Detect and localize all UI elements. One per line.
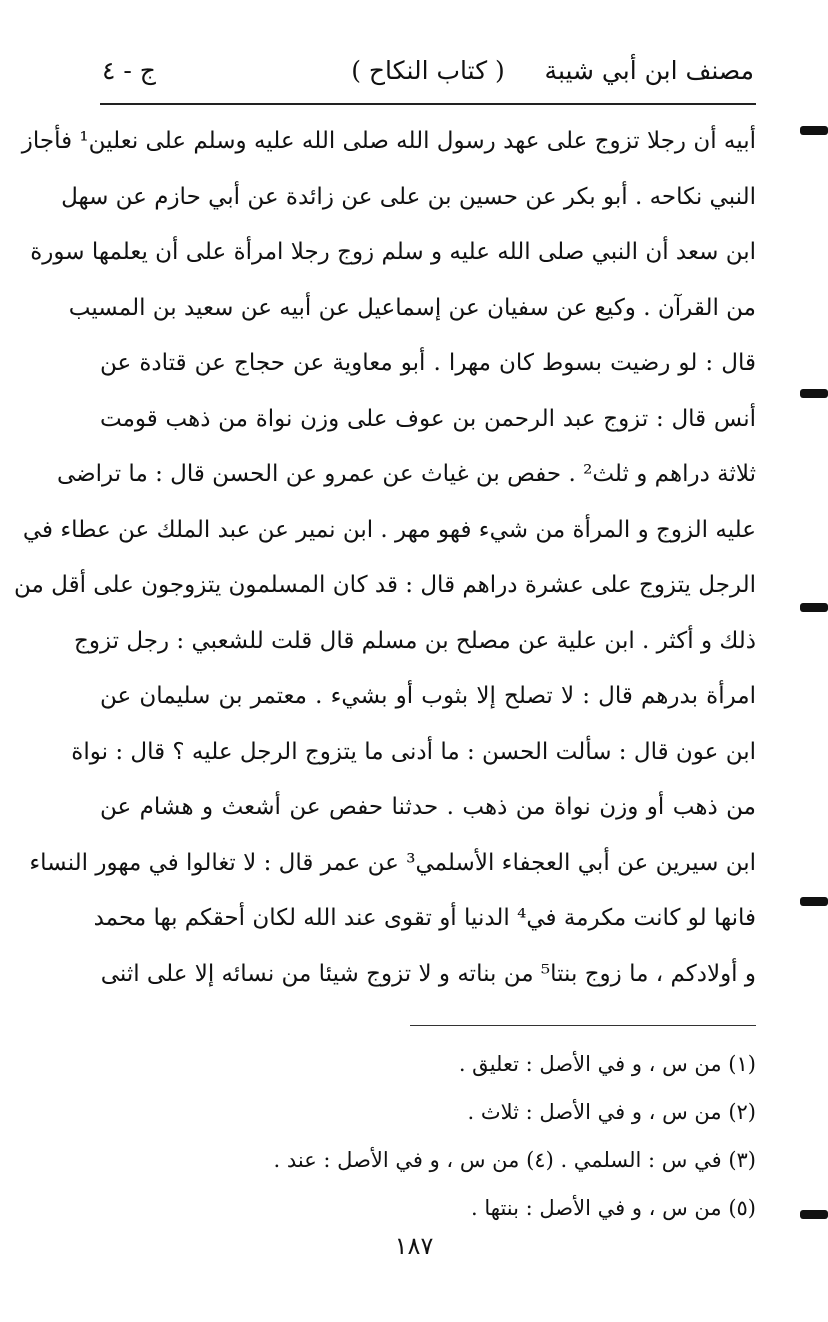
chapter-title: ( كتاب النكاح ) [351,56,505,85]
text-line: ابن سيرين عن أبي العجفاء الأسلمي³ عن عمر قال : لا تغالوا في مهور النساء [29,849,756,876]
text-line: أنس قال : تزوج عبد الرحمن بن عوف على وزن نواة من ذهب قومت [100,405,756,432]
header-rule [100,103,756,105]
main-text [14,114,756,1002]
text-line: ذلك و أكثر . ابن علية عن مصلح بن مسلم قال قلت للشعبي : رجل تزوج [73,627,756,654]
text-line: عليه الزوج و المرأة من شيء فهو مهر . ابن نمير عن عبد الملك عن عطاء في [22,516,756,543]
page-number: ١٨٧ [394,1232,434,1260]
footnotes [256,1040,756,1232]
book-title: مصنف ابن أبي شيبة [544,56,754,85]
text-line: قال : لو رضيت بسوط كان مهرا . أبو معاوية عن حجاج عن قتادة عن [100,350,756,376]
text-line: الرجل يتزوج على عشرة دراهم قال : قد كان المسلمون يتزوجون على أقل من [14,572,756,598]
text-line: أبيه أن رجلا تزوج على عهد رسول الله صلى الله عليه وسلم على نعلين¹ فأجاز [21,128,756,154]
footnote-rule [410,1025,756,1026]
text-line: من ذهب أو وزن نواة من ذهب . حدثنا حفص عن أشعث و هشام عن [100,794,756,820]
margin-mark [800,603,828,612]
margin-mark [800,897,828,906]
footnote: (١) من س ، و في الأصل : تعليق . [458,1052,756,1076]
text-line: فانها لو كانت مكرمة في⁴ الدنيا أو تقوى عند الله لكان أحقكم بها محمد [93,905,756,931]
text-line: ثلاثة دراهم و ثلث² . حفص بن غياث عن عمرو عن الحسن قال : ما تراضى [56,461,756,487]
text-line: النبي نكاحه . أبو بكر عن حسين بن على عن زائدة عن أبي حازم عن سهل [61,183,756,210]
volume-label: ج - ٤ [102,56,156,85]
page-header [102,52,754,96]
margin-mark [800,389,828,398]
margin-mark [800,126,828,135]
footnote: (٣) في س : السلمي . (٤) من س ، و في الأصل : عند . [273,1148,756,1172]
text-line: امرأة بدرهم قال : لا تصلح إلا بثوب أو بشيء . معتمر بن سليمان عن [100,683,756,709]
text-line: ابن سعد أن النبي صلى الله عليه و سلم زوج رجلا امرأة على أن يعلمها سورة [30,239,756,265]
margin-mark [800,1210,828,1219]
footnote: (٢) من س ، و في الأصل : ثلاث . [467,1100,756,1124]
footnote: (٥) من س ، و في الأصل : بنتها . [471,1196,756,1220]
text-line: ابن عون قال : سألت الحسن : ما أدنى ما يتزوج الرجل عليه ؟ قال : نواة [71,738,756,765]
text-line: و أولادكم ، ما زوج بنتا⁵ من بناته و لا تزوج شيئا من نسائه إلا على اثنى [100,960,756,987]
text-line: من القرآن . وكيع عن سفيان عن إسماعيل عن أبيه عن سعيد بن المسيب [68,294,756,321]
